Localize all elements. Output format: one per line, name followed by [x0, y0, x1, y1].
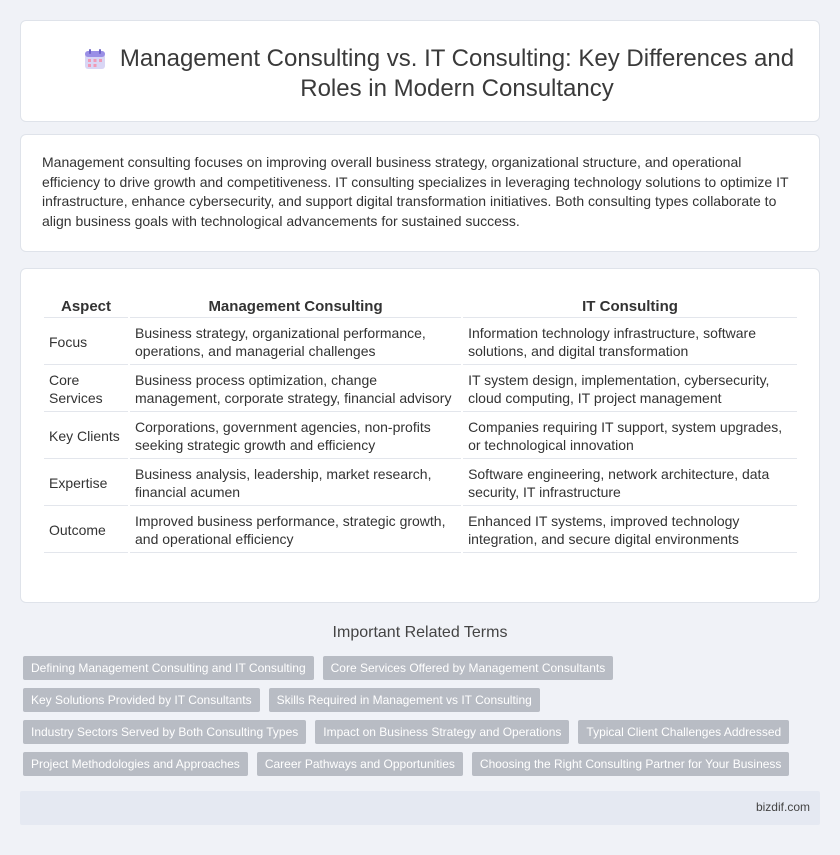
it-cell: Companies requiring IT support, system upgrades, or technological innovation: [463, 414, 797, 459]
tag-row: [23, 656, 813, 680]
related-term-tag[interactable]: Skills Required in Management vs IT Consulting: [269, 688, 540, 712]
column-header-management: Management Consulting: [130, 297, 461, 318]
tag-row: [23, 688, 813, 712]
page-title: Management Consulting vs. IT Consulting: Key Differences and Roles in Modern Consultancy: [119, 45, 795, 102]
related-term-tag[interactable]: Key Solutions Provided by IT Consultants: [23, 688, 260, 712]
column-header-it: IT Consulting: [463, 297, 797, 318]
it-cell: IT system design, implementation, cybersecurity, cloud computing, IT project management: [463, 367, 797, 412]
related-term-tag[interactable]: Typical Client Challenges Addressed: [578, 720, 789, 744]
footer-brand[interactable]: bizdif.com: [755, 800, 810, 814]
management-cell: Business strategy, organizational performance, operations, and managerial challenges: [130, 320, 461, 365]
comparison-table: [42, 295, 799, 555]
management-cell: Business analysis, leadership, market research, financial acumen: [130, 461, 461, 506]
aspect-cell: Core Services: [44, 367, 128, 412]
intro-card: [20, 134, 820, 252]
footer: [20, 791, 820, 825]
related-term-tag[interactable]: Defining Management Consulting and IT Consulting: [23, 656, 314, 680]
related-term-tag[interactable]: Choosing the Right Consulting Partner for Your Business: [472, 752, 790, 776]
related-term-tag[interactable]: Career Pathways and Opportunities: [257, 752, 463, 776]
management-cell: Business process optimization, change management, corporate strategy, financial advisory: [130, 367, 461, 412]
it-cell: Software engineering, network architecture, data security, IT infrastructure: [463, 461, 797, 506]
column-header-aspect: Aspect: [44, 297, 128, 318]
tag-row: [23, 720, 813, 744]
it-cell: Information technology infrastructure, software solutions, and digital transformation: [463, 320, 797, 365]
related-terms-title: Important Related Terms: [332, 624, 508, 641]
comparison-table-card: [20, 268, 820, 603]
related-term-tag[interactable]: Impact on Business Strategy and Operations: [315, 720, 569, 744]
intro-text: Management consulting focuses on improving overall business strategy, organizational structure, and operational efficiency to drive growth and competitiveness. IT consulting specializes in leveraging technology solutions to optimize IT infrastructure, enhance cybersecurity, and support digital transformation initiatives. Both consulting types collaborate to align business goals with technological advancements for sustained success.: [42, 154, 789, 229]
table-row: [44, 320, 797, 365]
related-term-tag[interactable]: Core Services Offered by Management Consultants: [323, 656, 614, 680]
header-card: [20, 20, 820, 122]
management-cell: Improved business performance, strategic growth, and operational efficiency: [130, 508, 461, 553]
aspect-cell: Expertise: [44, 461, 128, 506]
it-cell: Enhanced IT systems, improved technology integration, and secure digital environments: [463, 508, 797, 553]
related-term-tag[interactable]: Industry Sectors Served by Both Consulting Types: [23, 720, 306, 744]
management-cell: Corporations, government agencies, non-profits seeking strategic growth and efficiency: [130, 414, 461, 459]
related-term-tag[interactable]: Project Methodologies and Approaches: [23, 752, 248, 776]
aspect-cell: Outcome: [44, 508, 128, 553]
table-row: [44, 508, 797, 553]
table-row: [44, 414, 797, 459]
related-terms-list: [23, 656, 813, 784]
table-header-row: [44, 297, 797, 318]
tag-row: [23, 752, 813, 776]
aspect-cell: Key Clients: [44, 414, 128, 459]
aspect-cell: Focus: [44, 320, 128, 365]
table-row: [44, 367, 797, 412]
table-row: [44, 461, 797, 506]
